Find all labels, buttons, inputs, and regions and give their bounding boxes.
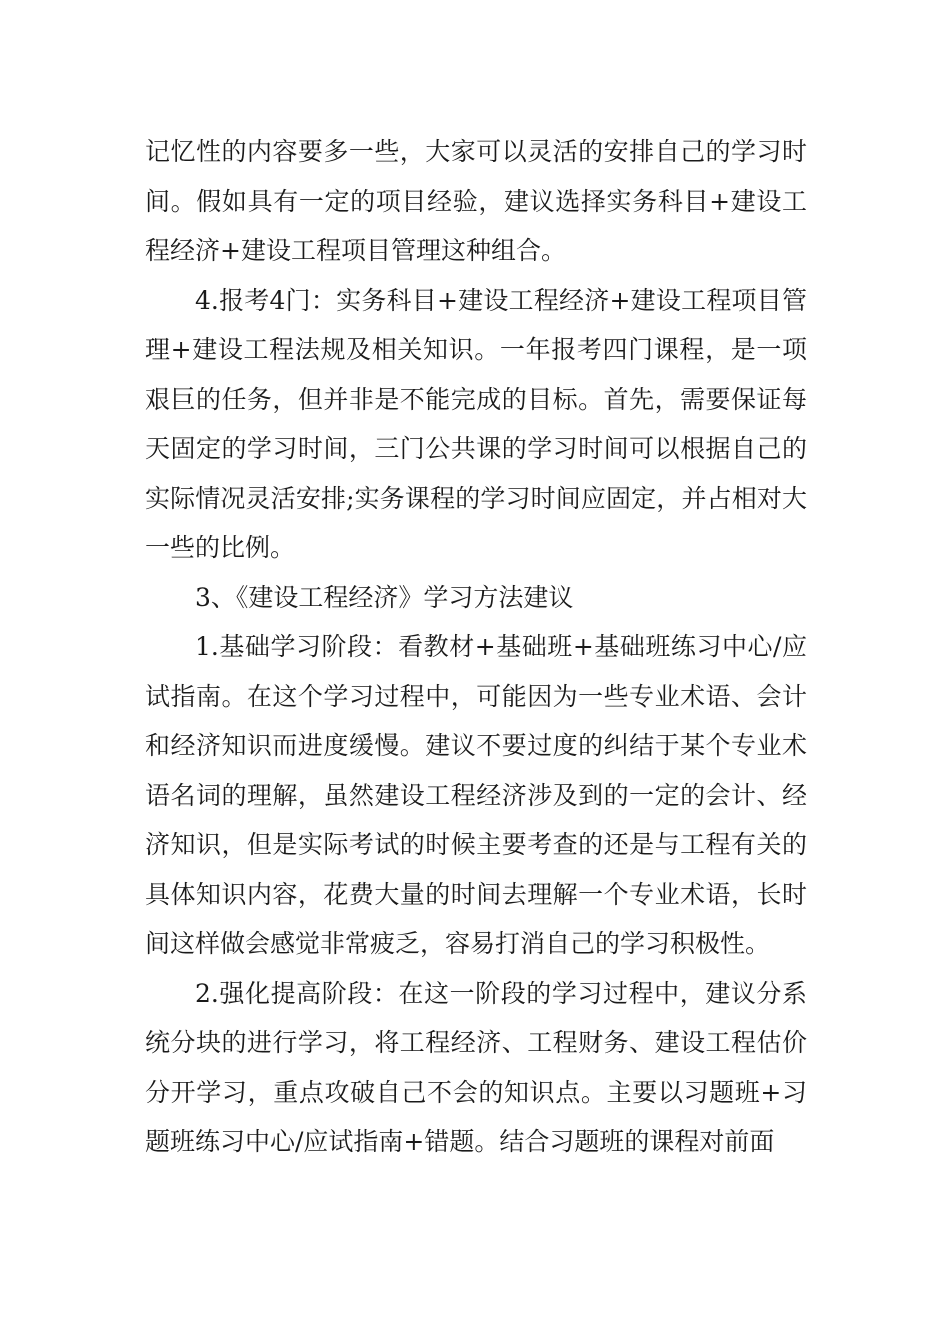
paragraph: 记忆性的内容要多一些，大家可以灵活的安排自己的学习时间。假如具有一定的项目经验，建议选择实务科目+建设工程经济+建设工程项目管理这种组合。 (145, 137, 807, 265)
section-heading: 3、《建设工程经济》学习方法建议 (195, 582, 574, 612)
document-body (145, 127, 807, 1167)
paragraph: 1.基础学习阶段：看教材+基础班+基础班练习中心/应试指南。在这个学习过程中，可能因为一些专业术语、会计和经济知识而进度缓慢。建议不要过度的纠结于某个专业术语名词的理解，虽然建设工程经济涉及到的一定的会计、经济知识，但是实际考试的时候主要考查的还是与工程有关的具体知识内容，花费大量的时间去理解一个专业术语，长时间这样做会感觉非常疲乏，容易打消自己的学习积极性。 (145, 632, 807, 958)
paragraph: 4.报考4门：实务科目+建设工程经济+建设工程项目管理+建设工程法规及相关知识。一年报考四门课程，是一项艰巨的任务，但并非是不能完成的目标。首先，需要保证每天固定的学习时间，三门公共课的学习时间可以根据自己的实际情况灵活安排;实务课程的学习时间应固定，并占相对大一些的比例。 (145, 285, 807, 562)
paragraph: 2.强化提高阶段：在这一阶段的学习过程中，建议分系统分块的进行学习，将工程经济、工程财务、建设工程估价分开学习，重点攻破自己不会的知识点。主要以习题班+习题班练习中心/应试指南+错题。结合习题班的课程对前面 (145, 978, 807, 1156)
